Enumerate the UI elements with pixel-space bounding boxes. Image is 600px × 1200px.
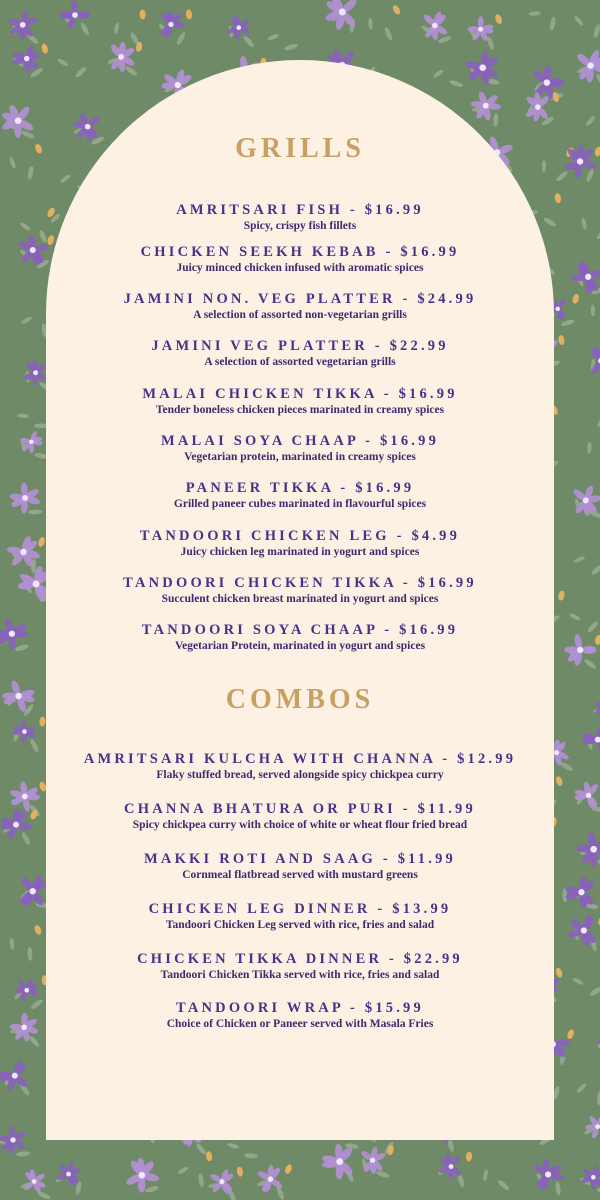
menu-item [46, 1000, 554, 1031]
menu-item [46, 851, 554, 882]
menu-item-name: MAKKI ROTI AND SAAG - $11.99 [144, 851, 456, 867]
menu-item-description: Succulent chicken breast marinated in yogurt and spices [161, 593, 439, 605]
menu-item-name: JAMINI NON. VEG PLATTER - $24.99 [123, 291, 477, 307]
menu-item [46, 801, 554, 832]
menu-item-description: Juicy minced chicken infused with aromatic spices [176, 262, 424, 274]
menu-item-description: Cornmeal flatbread served with mustard greens [182, 869, 418, 881]
menu-item-description: Tender boneless chicken pieces marinated in creamy spices [155, 404, 445, 416]
menu-item-description: Flaky stuffed bread, served alongside spicy chickpea curry [156, 769, 444, 781]
menu-item-description: Grilled paneer cubes marinated in flavourful spices [173, 498, 427, 510]
menu-item-description: Choice of Chicken or Paneer served with Masala Fries [166, 1018, 434, 1030]
menu-item [46, 480, 554, 511]
menu-item-name: AMRITSARI FISH - $16.99 [176, 202, 424, 218]
menu-item [46, 244, 554, 275]
menu-item [46, 386, 554, 417]
menu-item [46, 433, 554, 464]
menu-item-name: TANDOORI SOYA CHAAP - $16.99 [141, 622, 459, 638]
menu-item-description: A selection of assorted vegetarian grills [204, 356, 396, 368]
menu-item-description: Juicy chicken leg marinated in yogurt and spices [180, 546, 420, 558]
menu-item-description: Tandoori Chicken Tikka served with rice, fries and salad [160, 969, 440, 981]
menu-item-name: TANDOORI CHICKEN LEG - $4.99 [139, 528, 461, 544]
menu-item [46, 575, 554, 606]
menu-item [46, 528, 554, 559]
menu-item-name: MALAI CHICKEN TIKKA - $16.99 [142, 386, 458, 402]
menu-item [46, 291, 554, 322]
menu-item-name: CHICKEN TIKKA DINNER - $22.99 [137, 951, 463, 967]
menu-item-description: Tandoori Chicken Leg served with rice, fries and salad [165, 919, 435, 931]
menu-item-description: Vegetarian Protein, marinated in yogurt and spices [174, 640, 426, 652]
menu-item [46, 901, 554, 932]
menu-item [46, 751, 554, 782]
menu-item-name: MALAI SOYA CHAAP - $16.99 [160, 433, 440, 449]
menu-item-name: TANDOORI WRAP - $15.99 [176, 1000, 424, 1016]
menu-item-description: Vegetarian protein, marinated in creamy spices [184, 451, 416, 463]
menu-item-name: CHICKEN SEEKH KEBAB - $16.99 [140, 244, 460, 260]
menu-item-name: CHICKEN LEG DINNER - $13.99 [148, 901, 452, 917]
menu-item [46, 202, 554, 233]
menu-item-name: AMRITSARI KULCHA WITH CHANNA - $12.99 [83, 751, 517, 767]
menu-item-description: Spicy, crispy fish fillets [243, 220, 357, 232]
menu-item [46, 951, 554, 982]
menu-item-description: A selection of assorted non-vegetarian grills [193, 309, 407, 321]
section-title-combos: COMBOS [225, 684, 375, 715]
menu-item [46, 338, 554, 369]
menu-item-name: PANEER TIKKA - $16.99 [185, 480, 415, 496]
menu-item-name: TANDOORI CHICKEN TIKKA - $16.99 [123, 575, 477, 591]
menu-item-name: CHANNA BHATURA OR PURI - $11.99 [124, 801, 476, 817]
menu-item [46, 622, 554, 653]
menu-item-name: JAMINI VEG PLATTER - $22.99 [151, 338, 449, 354]
section-title-grills: GRILLS [235, 133, 365, 164]
menu-item-description: Spicy chickpea curry with choice of white or wheat flour fried bread [132, 819, 468, 831]
